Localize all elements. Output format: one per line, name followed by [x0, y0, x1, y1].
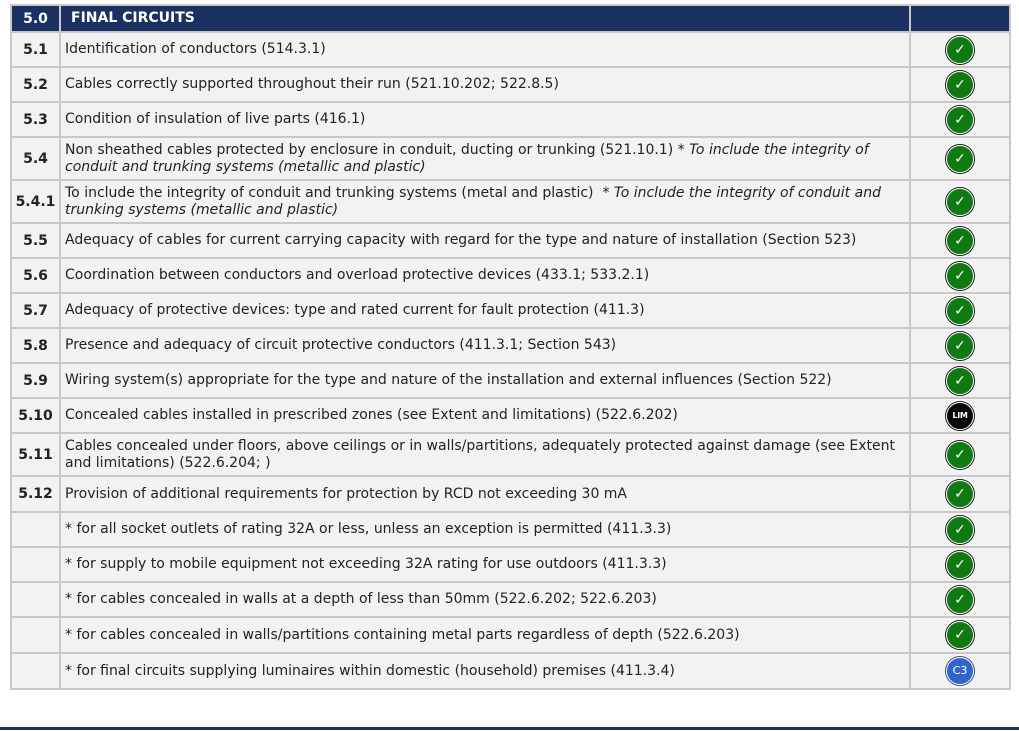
item-number: 5.7 [11, 293, 60, 328]
table-row [11, 363, 1010, 398]
item-description: * for cables concealed in walls at a depth of less than 50mm (522.6.202; 522.6.203) [60, 582, 910, 617]
item-description: Wiring system(s) appropriate for the type and nature of the installation and external influences (Section 522) [60, 363, 910, 398]
item-description [60, 180, 910, 223]
table-row [11, 137, 1010, 180]
table-row [11, 547, 1010, 582]
item-description: Provision of additional requirements for protection by RCD not exceeding 30 mA [60, 476, 910, 512]
item-text: To include the integrity of conduit and trunking systems (metal and plastic) [65, 184, 594, 201]
satisfactory-check-icon[interactable]: ✓ [946, 551, 974, 579]
item-text: Cables concealed under floors, above ceilings or in walls/partitions, adequately protected against damage (see Extent and limitations) (522.6.204; ) [65, 437, 895, 471]
c3-code-icon[interactable]: C3 [946, 657, 974, 685]
item-number: 5.4.1 [11, 180, 60, 223]
table-header-row [11, 5, 1010, 32]
table-row [11, 582, 1010, 617]
satisfactory-check-icon[interactable]: ✓ [946, 71, 974, 99]
item-number: 5.12 [11, 476, 60, 512]
item-description: Adequacy of cables for current carrying capacity with regard for the type and nature of installation (Section 523) [60, 223, 910, 258]
satisfactory-check-icon[interactable]: ✓ [946, 36, 974, 64]
table-row [11, 512, 1010, 547]
status-header [910, 5, 1010, 32]
table-row [11, 617, 1010, 653]
item-description: Adequacy of protective devices: type and rated current for fault protection (411.3) [60, 293, 910, 328]
satisfactory-check-icon[interactable]: ✓ [946, 332, 974, 360]
table-row [11, 258, 1010, 293]
item-number [11, 582, 60, 617]
item-number: 5.5 [11, 223, 60, 258]
section-title: FINAL CIRCUITS [60, 5, 910, 32]
item-note: * To include the integrity of conduit and trunking systems (metallic and plastic) [65, 184, 881, 218]
satisfactory-check-icon[interactable]: ✓ [946, 188, 974, 216]
satisfactory-check-icon[interactable]: ✓ [946, 106, 974, 134]
satisfactory-check-icon[interactable]: ✓ [946, 145, 974, 173]
satisfactory-check-icon[interactable]: ✓ [946, 621, 974, 649]
table-row [11, 67, 1010, 102]
item-number: 5.8 [11, 328, 60, 363]
satisfactory-check-icon[interactable]: ✓ [946, 441, 974, 469]
table-row [11, 32, 1010, 67]
item-number: 5.10 [11, 398, 60, 433]
item-description [60, 433, 910, 476]
item-description: * for cables concealed in walls/partitions containing metal parts regardless of depth (522.6.203) [60, 617, 910, 653]
item-number: 5.1 [11, 32, 60, 67]
satisfactory-check-icon[interactable]: ✓ [946, 480, 974, 508]
table-row [11, 293, 1010, 328]
item-number: 5.4 [11, 137, 60, 180]
item-description: Cables correctly supported throughout their run (521.10.202; 522.8.5) [60, 67, 910, 102]
item-number [11, 617, 60, 653]
item-number: 5.9 [11, 363, 60, 398]
table-row [11, 398, 1010, 433]
table-row [11, 653, 1010, 689]
item-description: * for final circuits supplying luminaires within domestic (household) premises (411.3.4) [60, 653, 910, 689]
item-number: 5.11 [11, 433, 60, 476]
item-number [11, 547, 60, 582]
item-note: * To include the integrity of conduit and trunking systems (metallic and plastic) [65, 141, 869, 175]
item-description: Condition of insulation of live parts (416.1) [60, 102, 910, 137]
item-description: Identification of conductors (514.3.1) [60, 32, 910, 67]
satisfactory-check-icon[interactable]: ✓ [946, 367, 974, 395]
item-description: Coordination between conductors and overload protective devices (433.1; 533.2.1) [60, 258, 910, 293]
table-row [11, 476, 1010, 512]
table-row [11, 223, 1010, 258]
item-number: 5.2 [11, 67, 60, 102]
item-number: 5.3 [11, 102, 60, 137]
table-row [11, 433, 1010, 476]
satisfactory-check-icon[interactable]: ✓ [946, 227, 974, 255]
bottom-divider [0, 727, 1019, 730]
item-number [11, 653, 60, 689]
limitation-icon[interactable]: LIM [946, 402, 974, 430]
final-circuits-table [10, 4, 1011, 690]
satisfactory-check-icon[interactable]: ✓ [946, 586, 974, 614]
table-row [11, 180, 1010, 223]
item-number [11, 512, 60, 547]
satisfactory-check-icon[interactable]: ✓ [946, 262, 974, 290]
item-text: Non sheathed cables protected by enclosure in conduit, ducting or trunking (521.10.1) [65, 141, 674, 158]
item-description: * for supply to mobile equipment not exceeding 32A rating for use outdoors (411.3.3) [60, 547, 910, 582]
section-number: 5.0 [11, 5, 60, 32]
satisfactory-check-icon[interactable]: ✓ [946, 297, 974, 325]
item-number: 5.6 [11, 258, 60, 293]
item-description: * for all socket outlets of rating 32A or less, unless an exception is permitted (411.3.3) [60, 512, 910, 547]
table-row [11, 102, 1010, 137]
table-row [11, 328, 1010, 363]
item-description: Concealed cables installed in prescribed zones (see Extent and limitations) (522.6.202) [60, 398, 910, 433]
item-description: Presence and adequacy of circuit protective conductors (411.3.1; Section 543) [60, 328, 910, 363]
satisfactory-check-icon[interactable]: ✓ [946, 516, 974, 544]
item-description [60, 137, 910, 180]
